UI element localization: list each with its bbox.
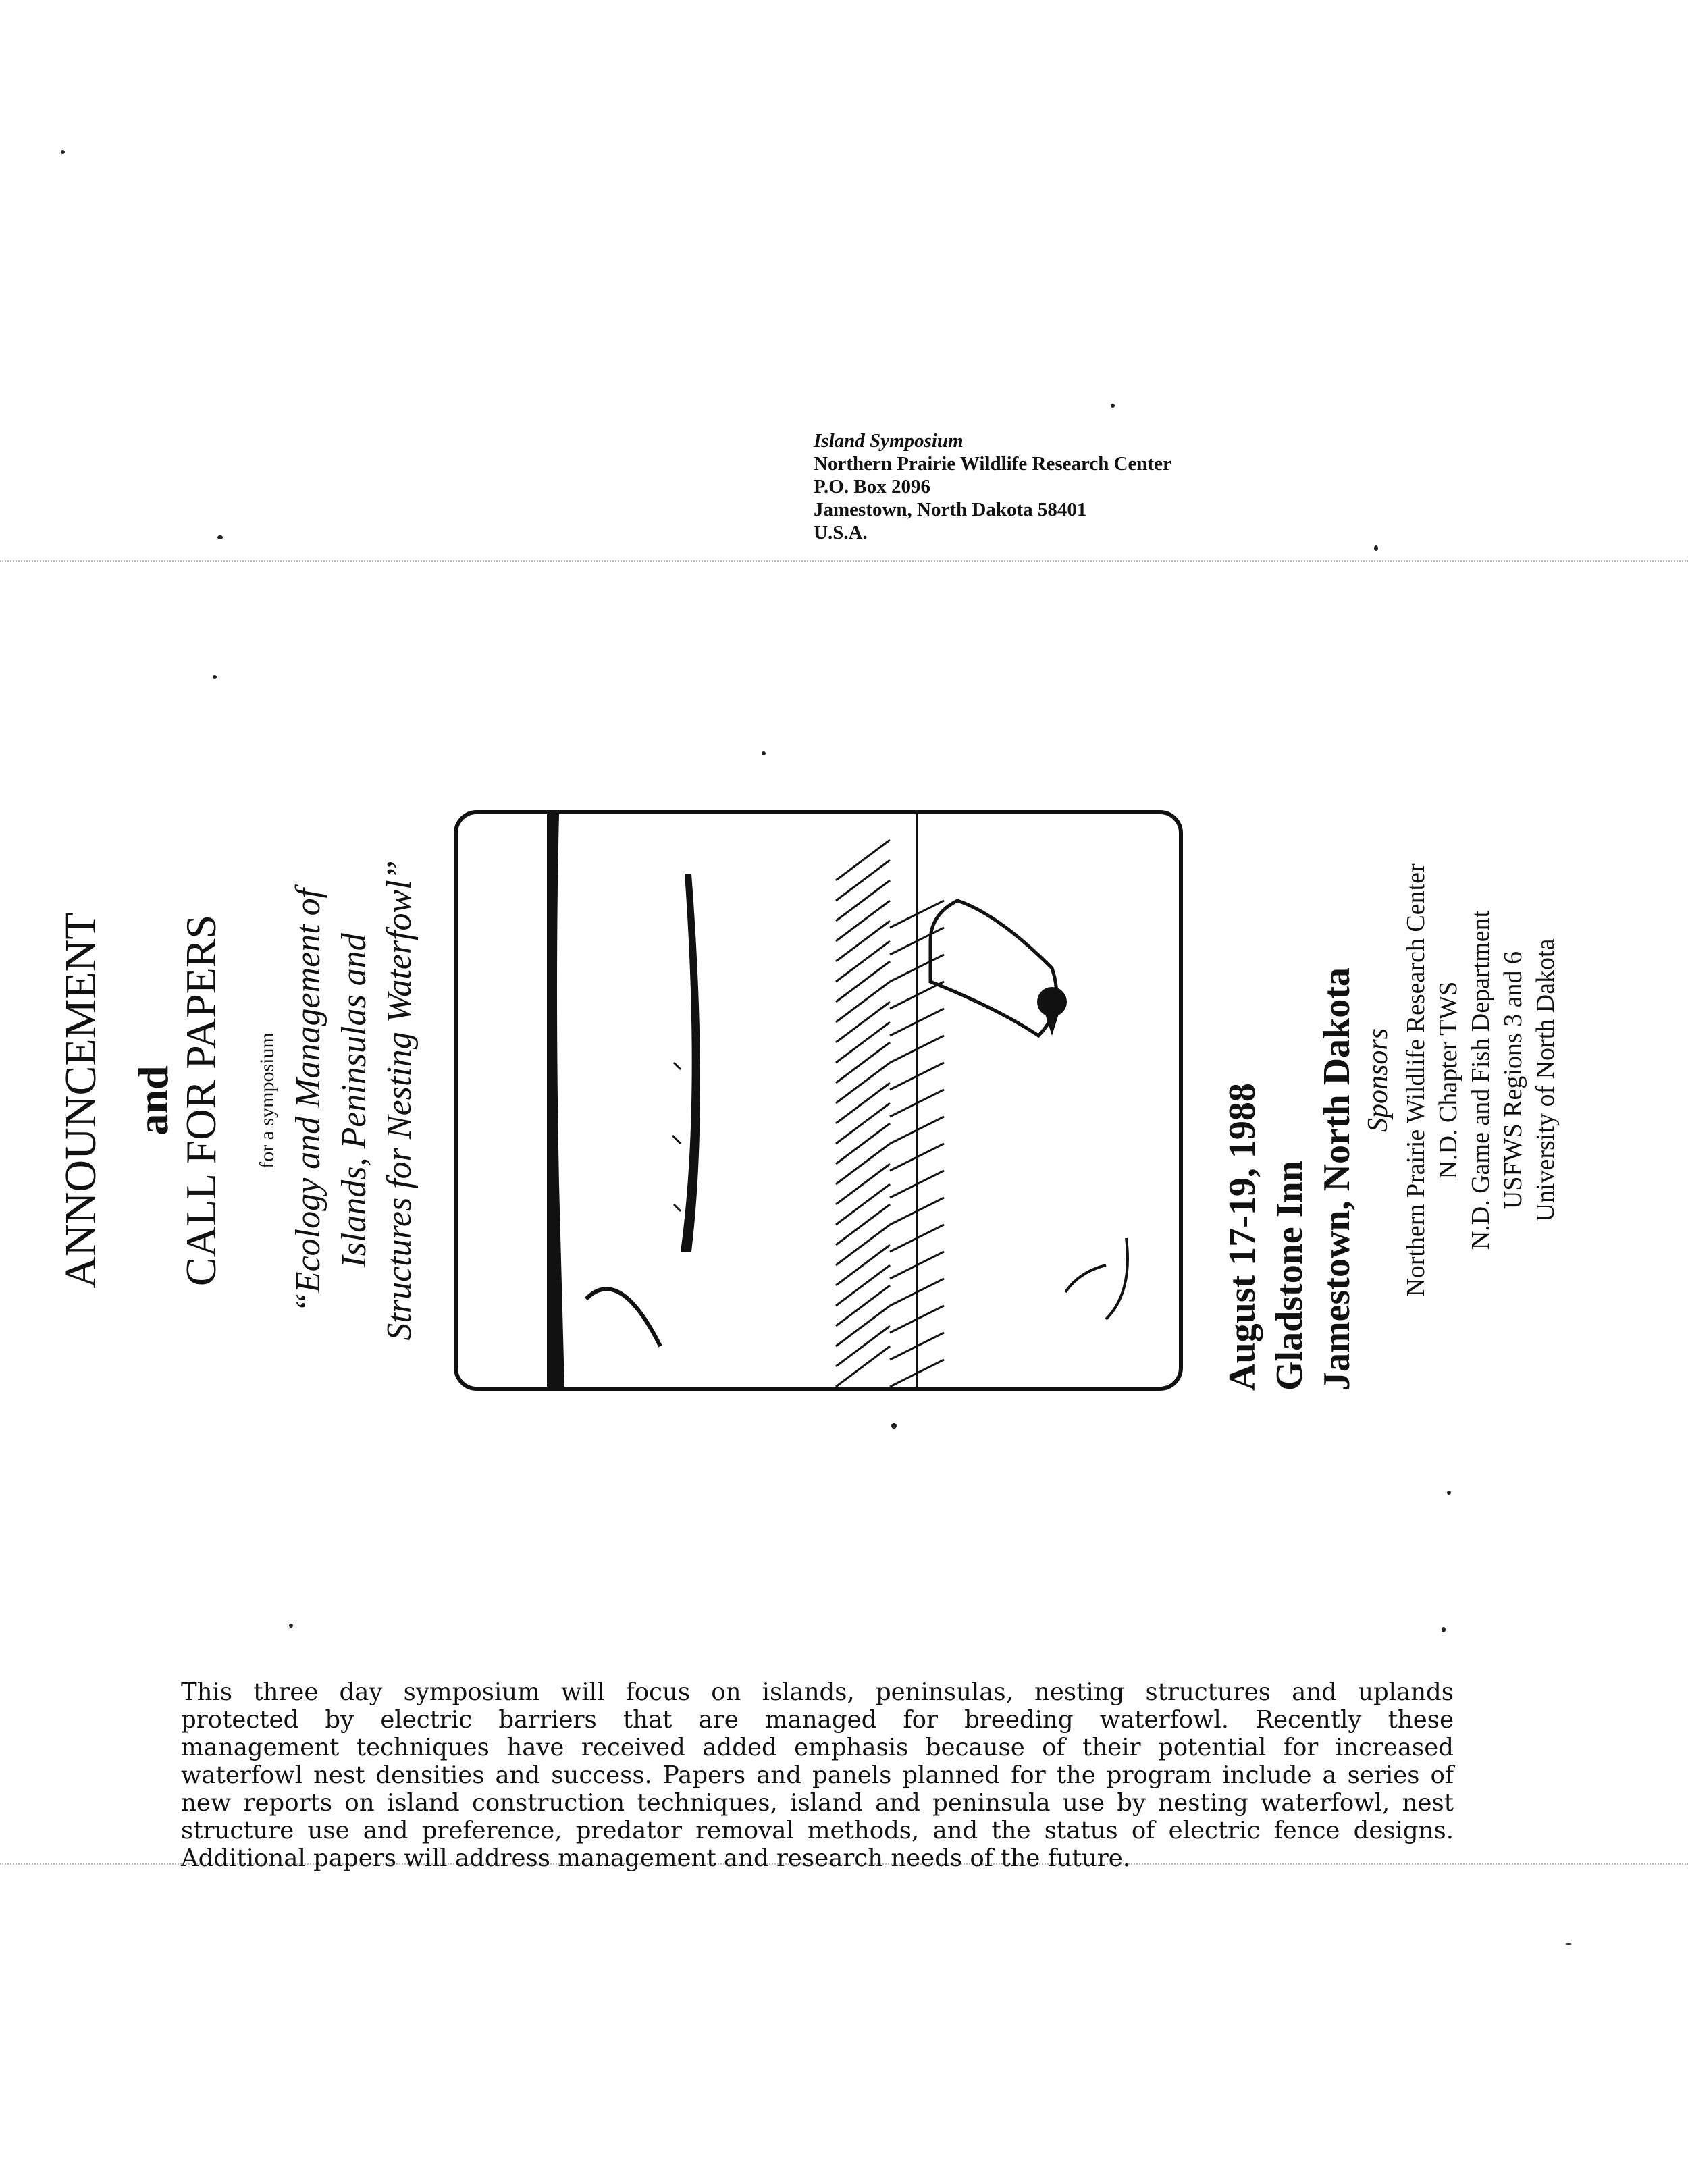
paragraph-line: This three day symposium will focus on islands, peninsulas, nesting structures and uplands [181, 1678, 1454, 1706]
scan-speck [289, 1624, 293, 1628]
sponsors-label: Sponsors [1363, 1028, 1394, 1133]
description-paragraph [181, 1678, 1454, 1872]
address-org: Island Symposium [814, 430, 964, 452]
scan-speck [1111, 404, 1115, 408]
fold-line [0, 560, 1688, 562]
call-for-papers-title: CALL FOR PAPERS [177, 914, 225, 1287]
scan-speck [1442, 1627, 1446, 1632]
waterfowl-illustration [454, 810, 1183, 1391]
scan-speck [213, 675, 217, 679]
paragraph-line: new reports on island construction techniques, island and peninsula use by nesting waterfowl, nest [181, 1789, 1454, 1817]
symposium-title-line: “Ecology and Management of [289, 888, 327, 1313]
event-venue: Gladstone Inn [1269, 1161, 1311, 1391]
event-dates: August 17-19, 1988 [1221, 1083, 1263, 1391]
scan-speck [891, 1423, 897, 1429]
title-and: and [129, 1065, 177, 1136]
paragraph-line: structure use and preference, predator removal methods, and the status of electric fence designs. [181, 1817, 1454, 1844]
scan-speck [762, 751, 766, 755]
paragraph-line: waterfowl nest densities and success. Papers and panels planned for the program include a series of [181, 1761, 1454, 1789]
sponsor-item: N.D. Game and Fish Department [1467, 910, 1495, 1250]
scan-speck [217, 535, 223, 539]
symposium-title-line: Islands, Peninsulas and [335, 933, 373, 1268]
sponsor-item: USFWS Regions 3 and 6 [1499, 951, 1527, 1210]
address-line: Jamestown, North Dakota 58401 [814, 499, 1087, 521]
sponsor-item: University of North Dakota [1531, 938, 1560, 1222]
duck-in-grass-drawing [458, 814, 1179, 1387]
paragraph-line: Additional papers will address management and research needs of the future. [181, 1844, 1131, 1872]
symposium-subtitle: for a symposium [256, 1032, 278, 1169]
return-address [814, 429, 1171, 544]
event-location: Jamestown, North Dakota [1316, 967, 1358, 1391]
scan-speck [1565, 1943, 1572, 1945]
sponsor-item: Northern Prairie Wildlife Research Center [1402, 863, 1430, 1297]
address-line: P.O. Box 2096 [814, 476, 930, 498]
scan-speck [1447, 1491, 1451, 1495]
announcement-title: ANNOUNCEMENT [56, 912, 105, 1289]
paragraph-line: management techniques have received added emphasis because of their potential for increased [181, 1734, 1454, 1761]
cover-panel [27, 797, 1647, 1404]
paragraph-line: protected by electric barriers that are managed for breeding waterfowl. Recently these [181, 1706, 1454, 1734]
symposium-title-line: Structures for Nesting Waterfowl” [380, 860, 419, 1341]
address-line: Northern Prairie Wildlife Research Center [814, 453, 1171, 475]
address-line: U.S.A. [814, 522, 868, 543]
scan-speck [1374, 545, 1378, 551]
sponsor-item: N.D. Chapter TWS [1434, 981, 1462, 1179]
scan-speck [61, 150, 65, 154]
